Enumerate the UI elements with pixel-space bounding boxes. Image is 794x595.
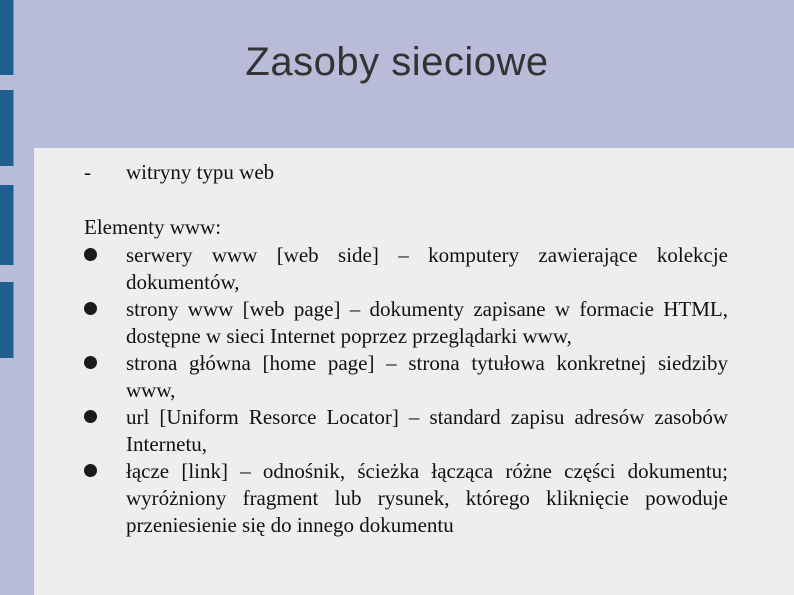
- bullet-dot-icon: [84, 248, 97, 261]
- dash-item-text: witryny typu web: [126, 160, 275, 184]
- left-accent-bar-3: [0, 185, 14, 265]
- bullet-dot-icon: [84, 410, 97, 423]
- list-item: [84, 458, 728, 539]
- list-item: [84, 404, 728, 458]
- list-item: [84, 242, 728, 296]
- list-intro: Elementy www:: [84, 215, 222, 239]
- left-accent-bar-2: [0, 90, 14, 166]
- list-item-text: łącze [link] – odnośnik, ścieżka łącząca różne części dokumentu; wyróżniony fragment lub rysunek, którego kliknięcie powoduje przeniesienie się do innego dokumentu: [126, 459, 728, 537]
- bullet-dot-icon: [84, 464, 97, 477]
- left-accent-bar-4: [0, 282, 14, 358]
- list-item-text: url [Uniform Resorce Locator] – standard zapisu adresów zasobów Internetu,: [126, 405, 728, 456]
- list-item-text: strona główna [home page] – strona tytułowa konkretnej siedziby www,: [126, 351, 728, 402]
- list-item: [84, 350, 728, 404]
- bullet-list: [84, 242, 728, 539]
- list-item-text: serwery www [web side] – komputery zawierające kolekcje dokumentów,: [126, 243, 728, 294]
- bullet-dot-icon: [84, 356, 97, 369]
- list-item-text: strony www [web page] – dokumenty zapisane w formacie HTML, dostępne w sieci Internet poprzez przeglądarki www,: [126, 297, 728, 348]
- dash-marker: -: [84, 160, 91, 184]
- list-item: [84, 296, 728, 350]
- bullet-dot-icon: [84, 302, 97, 315]
- slide-title: Zasoby sieciowe: [245, 40, 549, 84]
